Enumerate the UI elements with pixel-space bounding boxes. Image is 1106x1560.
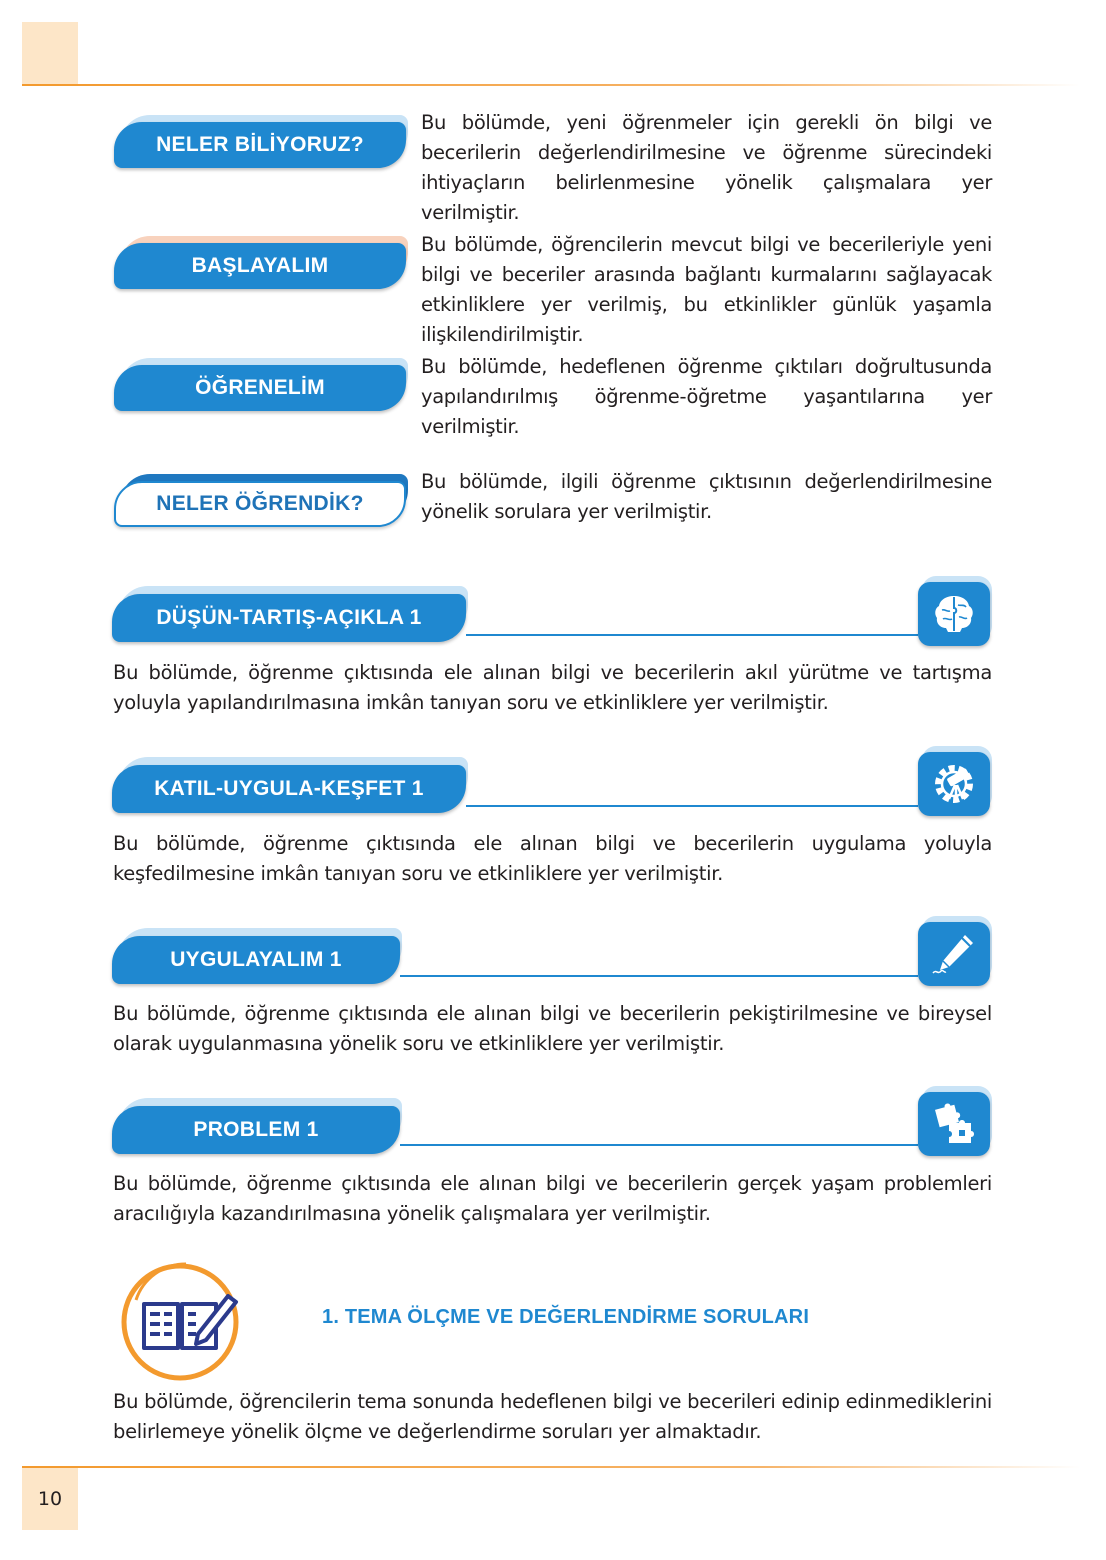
section-description: Bu bölümde, öğrencilerin mevcut bilgi ve becerileriyle yeni bilgi ve beceriler arasında bağlantı kurmalarını sağlayacak etkinliklere yer verilmiş, bu etkinlikler günlük yaşamla ilişkilendirilmiştir. [421, 233, 992, 346]
header-rule [22, 84, 1080, 86]
badge-label: NELER BİLİYORUZ? [114, 122, 406, 168]
page-number: 10 [37, 1488, 63, 1510]
activity-title: PROBLEM 1 [112, 1106, 400, 1154]
activity-description: Bu bölümde, öğrenme çıktısında ele alınan bilgi ve becerilerin akıl yürütme ve tartışma yoluyla yapılandırılmasına imkân tanıyan soru ve etkinliklere yer verilmiştir. [113, 661, 992, 714]
activity-icon-frame [918, 1092, 990, 1156]
section-description: Bu bölümde, hedeflenen öğrenme çıktıları doğrultusunda yapılandırılmış öğrenme-öğretme yaşantılarına yer verilmiştir. [421, 355, 992, 438]
badge-baslayalim [114, 243, 406, 289]
gear-telescope-icon [929, 759, 979, 809]
puzzle-pieces-icon [929, 1099, 979, 1149]
evaluation-description: Bu bölümde, öğrencilerin tema sonunda hedeflenen bilgi ve becerileri edinip edinmediklerini belirlemeye yönelik ölçme ve değerlendirme soruları yer almaktadır. [113, 1390, 992, 1443]
activity-title: UYGULAYALIM 1 [112, 936, 400, 984]
header-corner-block [22, 22, 78, 84]
activity-divider [400, 975, 918, 977]
activity-icon-frame [918, 752, 990, 816]
activity-description: Bu bölümde, öğrenme çıktısında ele alınan bilgi ve becerilerin uygulama yoluyla keşfedilmesine imkân tanıyan soru ve etkinliklere yer verilmiştir. [113, 832, 992, 885]
open-book-pencil-icon [116, 1256, 244, 1384]
pencil-icon [929, 929, 979, 979]
activity-header-katil-uygula-kesfet [112, 765, 466, 813]
footer-rule [22, 1466, 1080, 1468]
activity-divider [400, 1144, 918, 1146]
activity-title: KATIL-UYGULA-KEŞFET 1 [112, 765, 466, 813]
badge-label: ÖĞRENELİM [114, 365, 406, 411]
evaluation-title: 1. TEMA ÖLÇME VE DEĞERLENDİRME SORULARI [322, 1306, 810, 1328]
activity-description: Bu bölümde, öğrenme çıktısında ele alınan bilgi ve becerilerin pekiştirilmesine ve bireysel olarak uygulanmasına yönelik soru ve etkinliklere yer verilmiştir. [113, 1002, 992, 1055]
activity-description: Bu bölümde, öğrenme çıktısında ele alınan bilgi ve becerilerin gerçek yaşam problemleri aracılığıyla kazandırılmasına yönelik çalışmalara yer verilmiştir. [113, 1172, 992, 1225]
activity-title: DÜŞÜN-TARTIŞ-AÇIKLA 1 [112, 594, 466, 642]
activity-icon-frame [918, 922, 990, 986]
section-description: Bu bölümde, yeni öğrenmeler için gerekli ön bilgi ve becerilerin değerlendirilmesine ve öğrenme sürecindeki ihtiyaçların belirlenmesine yönelik çalışmalara yer verilmiştir. [421, 111, 992, 224]
brain-puzzle-icon [930, 590, 978, 638]
activity-divider [466, 634, 918, 636]
activity-divider [466, 805, 918, 807]
badge-neler-biliyoruz [114, 122, 406, 168]
activity-icon-frame [918, 582, 990, 646]
badge-label: BAŞLAYALIM [114, 243, 406, 289]
evaluation-icon [116, 1256, 244, 1384]
activity-header-problem [112, 1106, 400, 1154]
section-description: Bu bölümde, ilgili öğrenme çıktısının değerlendirilmesine yönelik sorulara yer verilmiştir. [421, 470, 992, 523]
activity-header-dusun-tartis-acikla [112, 594, 466, 642]
activity-header-uygulayalim [112, 936, 400, 984]
badge-label: NELER ÖĞRENDİK? [114, 481, 406, 527]
badge-ogrenelim [114, 365, 406, 411]
badge-neler-ogrendik [114, 481, 406, 527]
